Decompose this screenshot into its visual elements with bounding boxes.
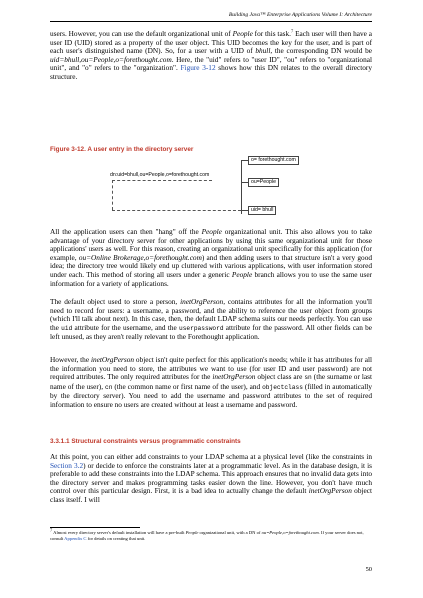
footnote-reference[interactable]: 7 bbox=[291, 28, 294, 34]
running-header: Building Java™ Enterprise Applications Volume I: Architecture bbox=[228, 12, 372, 18]
text: All the application users can then "hang" off the bbox=[50, 227, 202, 236]
figure-caption: Figure 3-12. A user entry in the directory server bbox=[50, 146, 194, 153]
node-user: uid= bhull bbox=[248, 206, 276, 215]
dn-pointer-drop bbox=[112, 180, 113, 210]
text: . Here, the "uid" refers to "user ID", "ou" refers to "organizational unit", and "o" refers to the "organization". bbox=[50, 54, 372, 73]
section-heading: 3.3.1.1 Structural constraints versus programmatic constraints bbox=[50, 438, 241, 445]
text: object class itself. I will bbox=[50, 486, 373, 504]
text: (filled in automatically by the directory server). You need to add the username and password attributes to the set of required information to ensure no users are created without at least a username and password. bbox=[50, 381, 372, 409]
dn-pointer-to-user bbox=[112, 210, 241, 211]
node-people: ou=People bbox=[248, 178, 279, 187]
paragraph-4 bbox=[50, 356, 372, 410]
text: At this point, you can either add constraints to your LDAP schema at a physical level (like the constraints in bbox=[50, 452, 372, 461]
paragraph-1 bbox=[50, 30, 372, 82]
text-italic: People bbox=[231, 269, 253, 279]
text: object isn't quite perfect for this application's needs; while it has attributes for all the information you need to store, the attributes we want to use (for user ID and user password) are not required attributes. The only required attributes for the bbox=[50, 355, 372, 382]
tree-branch-people bbox=[241, 182, 248, 183]
directory-diagram bbox=[110, 156, 320, 218]
node-organization: o= forethought.com bbox=[248, 156, 299, 165]
text: users. However, you can use the default organizational unit of bbox=[50, 29, 233, 38]
text-italic: People bbox=[232, 29, 253, 38]
figure-link[interactable]: Figure 3-12 bbox=[180, 63, 216, 73]
text-italic: inetOrgPerson bbox=[212, 372, 256, 382]
dn-example: uid=bhull,ou=People,o=forethought.com bbox=[50, 54, 172, 64]
text-italic: inetOrgPerson bbox=[308, 486, 352, 496]
code-text: objectclass bbox=[262, 383, 303, 391]
text-italic: bhull bbox=[255, 46, 271, 56]
text: for this task. bbox=[252, 29, 291, 38]
text-italic: People bbox=[201, 227, 222, 236]
tree-branch-org bbox=[241, 160, 248, 161]
text: , the corresponding DN would be bbox=[270, 46, 372, 56]
text: attribute for the password. All other fields can be left unused, as they aren't really relevant to the Forethought application. bbox=[50, 322, 372, 342]
footnote bbox=[50, 527, 372, 542]
text: , contains attributes for all the information you'll need to record for users: a username, a password, and the ability to reference the user object from groups (which I'll talk about next). In this case, then, the default LDAP schema suits our needs perfectly. You can use the bbox=[50, 297, 372, 332]
code-text: sn bbox=[304, 374, 312, 382]
text-italic: inetOrgPerson bbox=[90, 355, 135, 364]
text: for details on creating that unit. bbox=[86, 536, 146, 541]
text: organizational unit. This also allows you to take advantage of your directory server for other applications by using this same organizational unit for those applications' users as well. For this reason, creating an organizational unit specifically for this application (for example, bbox=[50, 227, 372, 262]
text: However, the bbox=[50, 355, 91, 364]
text: ) and then adding users to that structure isn't a very good idea; the directory tree would likely end up cluttered with various applications, with user information stored under each. This method of storing all users under a generic bbox=[50, 252, 372, 279]
text: shows how this DN relates to the overall directory structure. bbox=[50, 63, 372, 81]
text: (the surname or last name of the user), bbox=[50, 372, 373, 391]
text-italic: People bbox=[185, 530, 199, 535]
code-text: userpassword bbox=[178, 324, 224, 332]
text: (the common name or first name of the user), and bbox=[112, 381, 263, 391]
page-number: 50 bbox=[365, 566, 372, 573]
dn-pointer-line bbox=[112, 180, 212, 181]
text: object class are bbox=[255, 372, 305, 382]
code-text: cn bbox=[104, 383, 113, 391]
tree-branch-user bbox=[241, 210, 248, 211]
text: The default object used to store a person, bbox=[50, 297, 181, 306]
text: ) or decide to enforce the constraints later at a programmatic level. As in the database design, it is preferable to add these constraints into the LDAP schema. This approach ensures that no invalid data gets into the directory server and makes programming tasks easier down the line. However, you don't have much control over this particular design. First, it is a bad idea to actually change the default bbox=[50, 460, 372, 496]
text: attribute for the username, and the bbox=[72, 322, 179, 332]
text: organizational unit, with a DN of bbox=[198, 530, 262, 535]
dn-example: ou=People,o=forethought.com bbox=[261, 530, 319, 535]
paragraph-5 bbox=[50, 453, 372, 505]
text: Each user will then have a user ID (UID) stored as a property of the user object. This UID becomes the key for the user, and is part of each user's distinguished name (DN). So, for a user with a UID of bbox=[50, 29, 372, 56]
paragraph-3 bbox=[50, 298, 372, 342]
tree-trunk bbox=[241, 160, 242, 214]
paragraph-2 bbox=[50, 228, 372, 288]
text: . If your server does not, consult bbox=[50, 530, 364, 541]
text: branch allows you to use the same user information for a variety of applications. bbox=[50, 269, 372, 288]
text: Almost every directory server's default installation will have a pre-built bbox=[52, 530, 186, 535]
dn-label: dn:uid=bhull,ou=People,o=forethought.com bbox=[110, 172, 210, 178]
header-rule bbox=[50, 21, 372, 22]
code-text: uid bbox=[61, 324, 73, 332]
text-italic: inetOrgPerson bbox=[180, 297, 224, 306]
footnote-number: 7 bbox=[50, 527, 53, 533]
appendix-link[interactable]: Appendix C bbox=[64, 536, 87, 541]
section-link[interactable]: Section 3.2 bbox=[50, 460, 84, 470]
footnote-rule bbox=[50, 527, 140, 528]
dn-example: ou=Online Brokerage,o=forethought.com bbox=[78, 252, 202, 262]
